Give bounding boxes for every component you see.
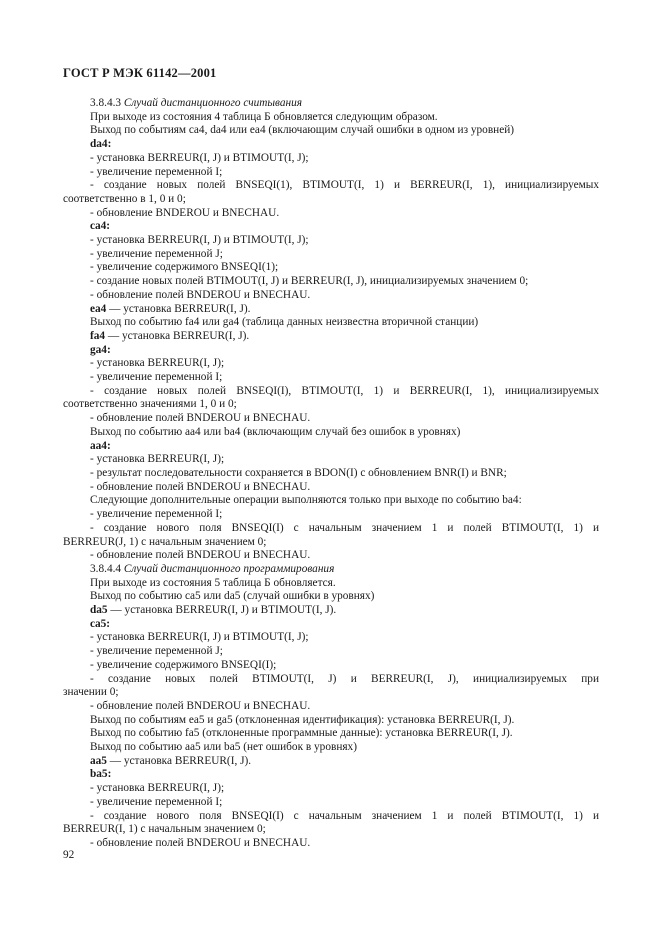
line-text: ga4: — [90, 343, 111, 356]
line-text: aa4: — [90, 439, 111, 452]
text-line — [63, 426, 599, 440]
line-text: ca4: — [90, 220, 111, 233]
line-text: Выход по событиям ca4, da4 или ea4 (включающим случай ошибки в одном из уровней) — [90, 124, 515, 137]
event-label: aa5 — [90, 754, 107, 767]
text-line — [63, 481, 599, 495]
text-line — [63, 536, 599, 550]
line-text: — установка BERREUR(I, J) и BTIMOUT(I, J). — [107, 604, 337, 617]
text-line — [63, 179, 599, 193]
line-text: соответственно в 1, 0 и 0; — [63, 192, 186, 205]
text-line — [63, 563, 599, 577]
line-text: - обновление полей BNDEROU и BNECHAU. — [90, 288, 311, 301]
line-text: При выходе из состояния 5 таблица Б обновляется. — [90, 576, 336, 589]
text-line — [63, 412, 599, 426]
line-text: - установка BERREUR(I, J); — [90, 453, 225, 466]
line-text: - обновление полей BNDEROU и BNECHAU. — [90, 699, 311, 712]
text-line — [63, 152, 599, 166]
line-text: - увеличение содержимого BNSEQI(I); — [90, 658, 277, 671]
text-line — [63, 275, 599, 289]
text-line — [63, 398, 599, 412]
text-line — [63, 97, 599, 111]
line-text: BERREUR(J, 1) с начальным значением 0; — [63, 535, 267, 548]
section-title: Случай дистанционного программирования — [123, 562, 335, 575]
line-text: ba5: — [90, 768, 112, 781]
text-line — [63, 494, 599, 508]
line-text: - установка BERREUR(I, J) и BTIMOUT(I, J); — [90, 631, 309, 644]
line-text: - установка BERREUR(I, J); — [90, 357, 225, 370]
line-text: - создание новых полей BNSEQI(1), BTIMOUT(I, 1) и BERREUR(I, 1), инициализируемых — [90, 179, 599, 192]
text-line — [63, 768, 599, 782]
event-label: da5 — [90, 604, 108, 617]
event-label: ea4 — [90, 302, 107, 315]
line-text: Выход по событию fa4 или ga4 (таблица данных неизвестна вторичной станции) — [90, 316, 479, 329]
text-line — [63, 727, 599, 741]
text-line — [63, 549, 599, 563]
line-text: - увеличение переменной I; — [90, 165, 223, 178]
section-title: Случай дистанционного считывания — [123, 97, 303, 109]
page-header: ГОСТ Р МЭК 61142—2001 — [63, 66, 217, 80]
text-line — [63, 823, 599, 837]
text-line — [63, 673, 599, 687]
text-line — [63, 700, 599, 714]
text-line — [63, 124, 599, 138]
text-line — [63, 440, 599, 454]
page-body — [63, 97, 599, 851]
text-line — [63, 316, 599, 330]
text-line — [63, 371, 599, 385]
line-text: - увеличение переменной J; — [90, 645, 223, 658]
line-text: значении 0; — [63, 686, 119, 699]
text-line — [63, 755, 599, 769]
text-line — [63, 782, 599, 796]
line-text: Выход по событию ca5 или da5 (случай ошибки в уровнях) — [90, 590, 375, 603]
text-line — [63, 686, 599, 700]
text-line — [63, 330, 599, 344]
line-text: — установка BERREUR(I, J). — [106, 754, 252, 767]
page-number: 92 — [63, 849, 75, 861]
line-text: соответственно значениями 1, 0 и 0; — [63, 398, 237, 411]
line-text: - увеличение содержимого BNSEQI(1); — [90, 261, 279, 274]
text-line — [63, 234, 599, 248]
line-text: - установка BERREUR(I, J); — [90, 782, 225, 795]
text-line — [63, 618, 599, 632]
text-line — [63, 522, 599, 536]
text-line — [63, 453, 599, 467]
event-label: fa4 — [90, 329, 106, 342]
text-line — [63, 810, 599, 824]
text-line — [63, 248, 599, 262]
line-text: BERREUR(I, 1) с начальным значением 0; — [63, 823, 266, 836]
text-line — [63, 303, 599, 317]
line-text: - обновление полей BNDEROU и BNECHAU. — [90, 836, 311, 849]
line-text: Выход по событию aa5 или ba5 (нет ошибок в уровнях) — [90, 741, 357, 754]
text-line — [63, 111, 599, 125]
text-line — [63, 645, 599, 659]
line-text: - увеличение переменной I; — [90, 371, 223, 384]
text-line — [63, 385, 599, 399]
line-text: 3.8.4.4 — [90, 562, 124, 575]
text-line — [63, 344, 599, 358]
line-text: - увеличение переменной J; — [90, 247, 223, 260]
line-text: - увеличение переменной I; — [90, 508, 223, 521]
line-text: - создание нового поля BNSEQI(I) с начальным значением 1 и полей BTIMOUT(I, 1) и — [90, 521, 599, 534]
line-text: — установка BERREUR(I, J). — [105, 329, 250, 342]
line-text: — установка BERREUR(I, J). — [106, 302, 251, 315]
text-line — [63, 590, 599, 604]
line-text: Выход по событию aa4 или ba4 (включающим случай без ошибок в уровнях) — [90, 425, 461, 438]
line-text: - установка BERREUR(I, J) и BTIMOUT(I, J); — [90, 151, 309, 164]
line-text: Выход по событию fa5 (отклоненные программные данные): установка BERREUR(I, J). — [90, 727, 513, 740]
line-text: - результат последовательности сохраняется в BDON(I) с обновлением BNR(I) и BNR; — [90, 466, 507, 479]
text-line — [63, 796, 599, 810]
text-line — [63, 166, 599, 180]
line-text: - установка BERREUR(I, J) и BTIMOUT(I, J); — [90, 234, 309, 247]
line-text: - создание новых полей BTIMOUT(I, J) и BERREUR(I, J), инициализируемых при — [90, 672, 599, 685]
line-text: - обновление полей BNDEROU и BNECHAU. — [90, 549, 311, 562]
line-text: Выход по событиям ea5 и ga5 (отклоненная идентификация): установка BERREUR(I, J). — [90, 713, 515, 726]
line-text: - обновление полей BNDEROU и BNECHAU. — [90, 480, 311, 493]
line-text: - обновление BNDEROU и BNECHAU. — [90, 206, 280, 219]
line-text: При выходе из состояния 4 таблица Б обновляется следующим образом. — [90, 110, 438, 123]
text-line — [63, 220, 599, 234]
text-line — [63, 357, 599, 371]
text-line — [63, 714, 599, 728]
text-line — [63, 741, 599, 755]
text-line — [63, 261, 599, 275]
text-line — [63, 289, 599, 303]
text-line — [63, 577, 599, 591]
text-line — [63, 659, 599, 673]
text-line — [63, 837, 599, 851]
text-line — [63, 631, 599, 645]
line-text: - обновление полей BNDEROU и BNECHAU. — [90, 412, 311, 425]
line-text: - увеличение переменной I; — [90, 795, 223, 808]
text-line — [63, 138, 599, 152]
line-text: da4: — [90, 138, 112, 151]
text-line — [63, 508, 599, 522]
line-text: - создание новых полей BTIMOUT(I, J) и BERREUR(I, J), инициализируемых значением 0; — [90, 275, 529, 288]
line-text: ca5: — [90, 617, 111, 630]
line-text: - создание новых полей BNSEQI(I), BTIMOUT(I, 1) и BERREUR(I, 1), инициализируемых — [90, 384, 599, 397]
line-text: - создание нового поля BNSEQI(I) с начальным значением 1 и полей BTIMOUT(I, 1) и — [90, 809, 599, 822]
text-line — [63, 207, 599, 221]
text-line — [63, 467, 599, 481]
line-text: 3.8.4.3 — [90, 97, 124, 109]
text-line — [63, 193, 599, 207]
line-text: Следующие дополнительные операции выполняются только при выходе по событию ba4: — [90, 494, 522, 507]
text-line — [63, 604, 599, 618]
